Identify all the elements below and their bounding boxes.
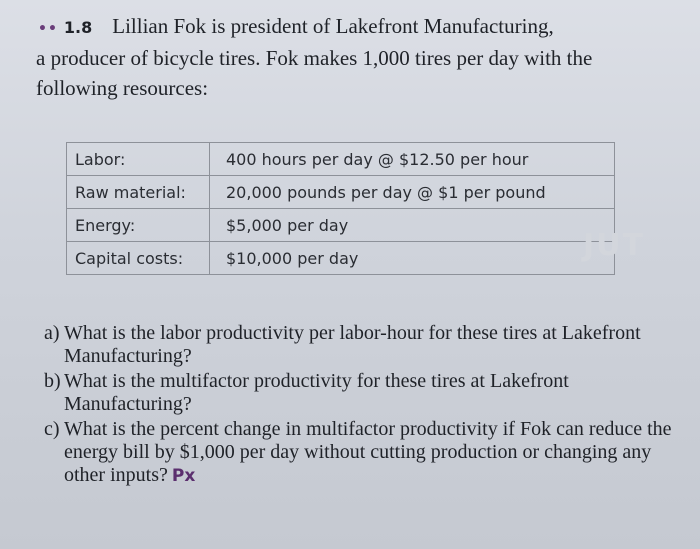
resource-label: Capital costs: (67, 242, 210, 275)
question-b (44, 370, 674, 416)
px-badge-icon: Px (171, 466, 196, 486)
resource-label: Labor: (67, 143, 210, 176)
resource-value: 20,000 pounds per day @ $1 per pound (210, 176, 615, 209)
resource-label: Energy: (67, 209, 210, 242)
question-marker: c) (44, 418, 60, 440)
question-text: What is the multifactor productivity for these tires at Lakefront Manufacturing? (64, 370, 569, 415)
question-c (44, 418, 674, 488)
problem-text-line-3: following resources: (36, 76, 209, 100)
table-row (67, 209, 615, 242)
resource-value: 400 hours per day @ $12.50 per hour (210, 143, 615, 176)
problem-number: 1.8 (63, 18, 93, 37)
question-text: What is the labor productivity per labor-hour for these tires at Lakefront Manufacturing? (64, 322, 641, 367)
problem-text-line-2: a producer of bicycle tires. Fok makes 1,000 tires per day with the (36, 46, 593, 70)
resource-label: Raw material: (67, 176, 210, 209)
question-list (44, 322, 674, 490)
question-marker: b) (44, 370, 61, 392)
question-marker: a) (44, 322, 60, 344)
question-text: What is the percent change in multifactor productivity if Fok can reduce the energy bill by $1,000 per day without cutting production or changing any other inputs? (64, 418, 672, 486)
table-row (67, 242, 615, 275)
bleed-through-watermark: JUT (583, 228, 645, 263)
resources-table (66, 142, 615, 275)
resource-value: $10,000 per day (210, 242, 615, 275)
table-row (67, 143, 615, 176)
question-a (44, 322, 674, 368)
table-row (67, 176, 615, 209)
problem-heading-line (38, 14, 554, 39)
resource-value: $5,000 per day (210, 209, 615, 242)
problem-text-line-1: Lillian Fok is president of Lakefront Manufacturing, (112, 14, 554, 38)
difficulty-dots: •• (38, 21, 58, 37)
